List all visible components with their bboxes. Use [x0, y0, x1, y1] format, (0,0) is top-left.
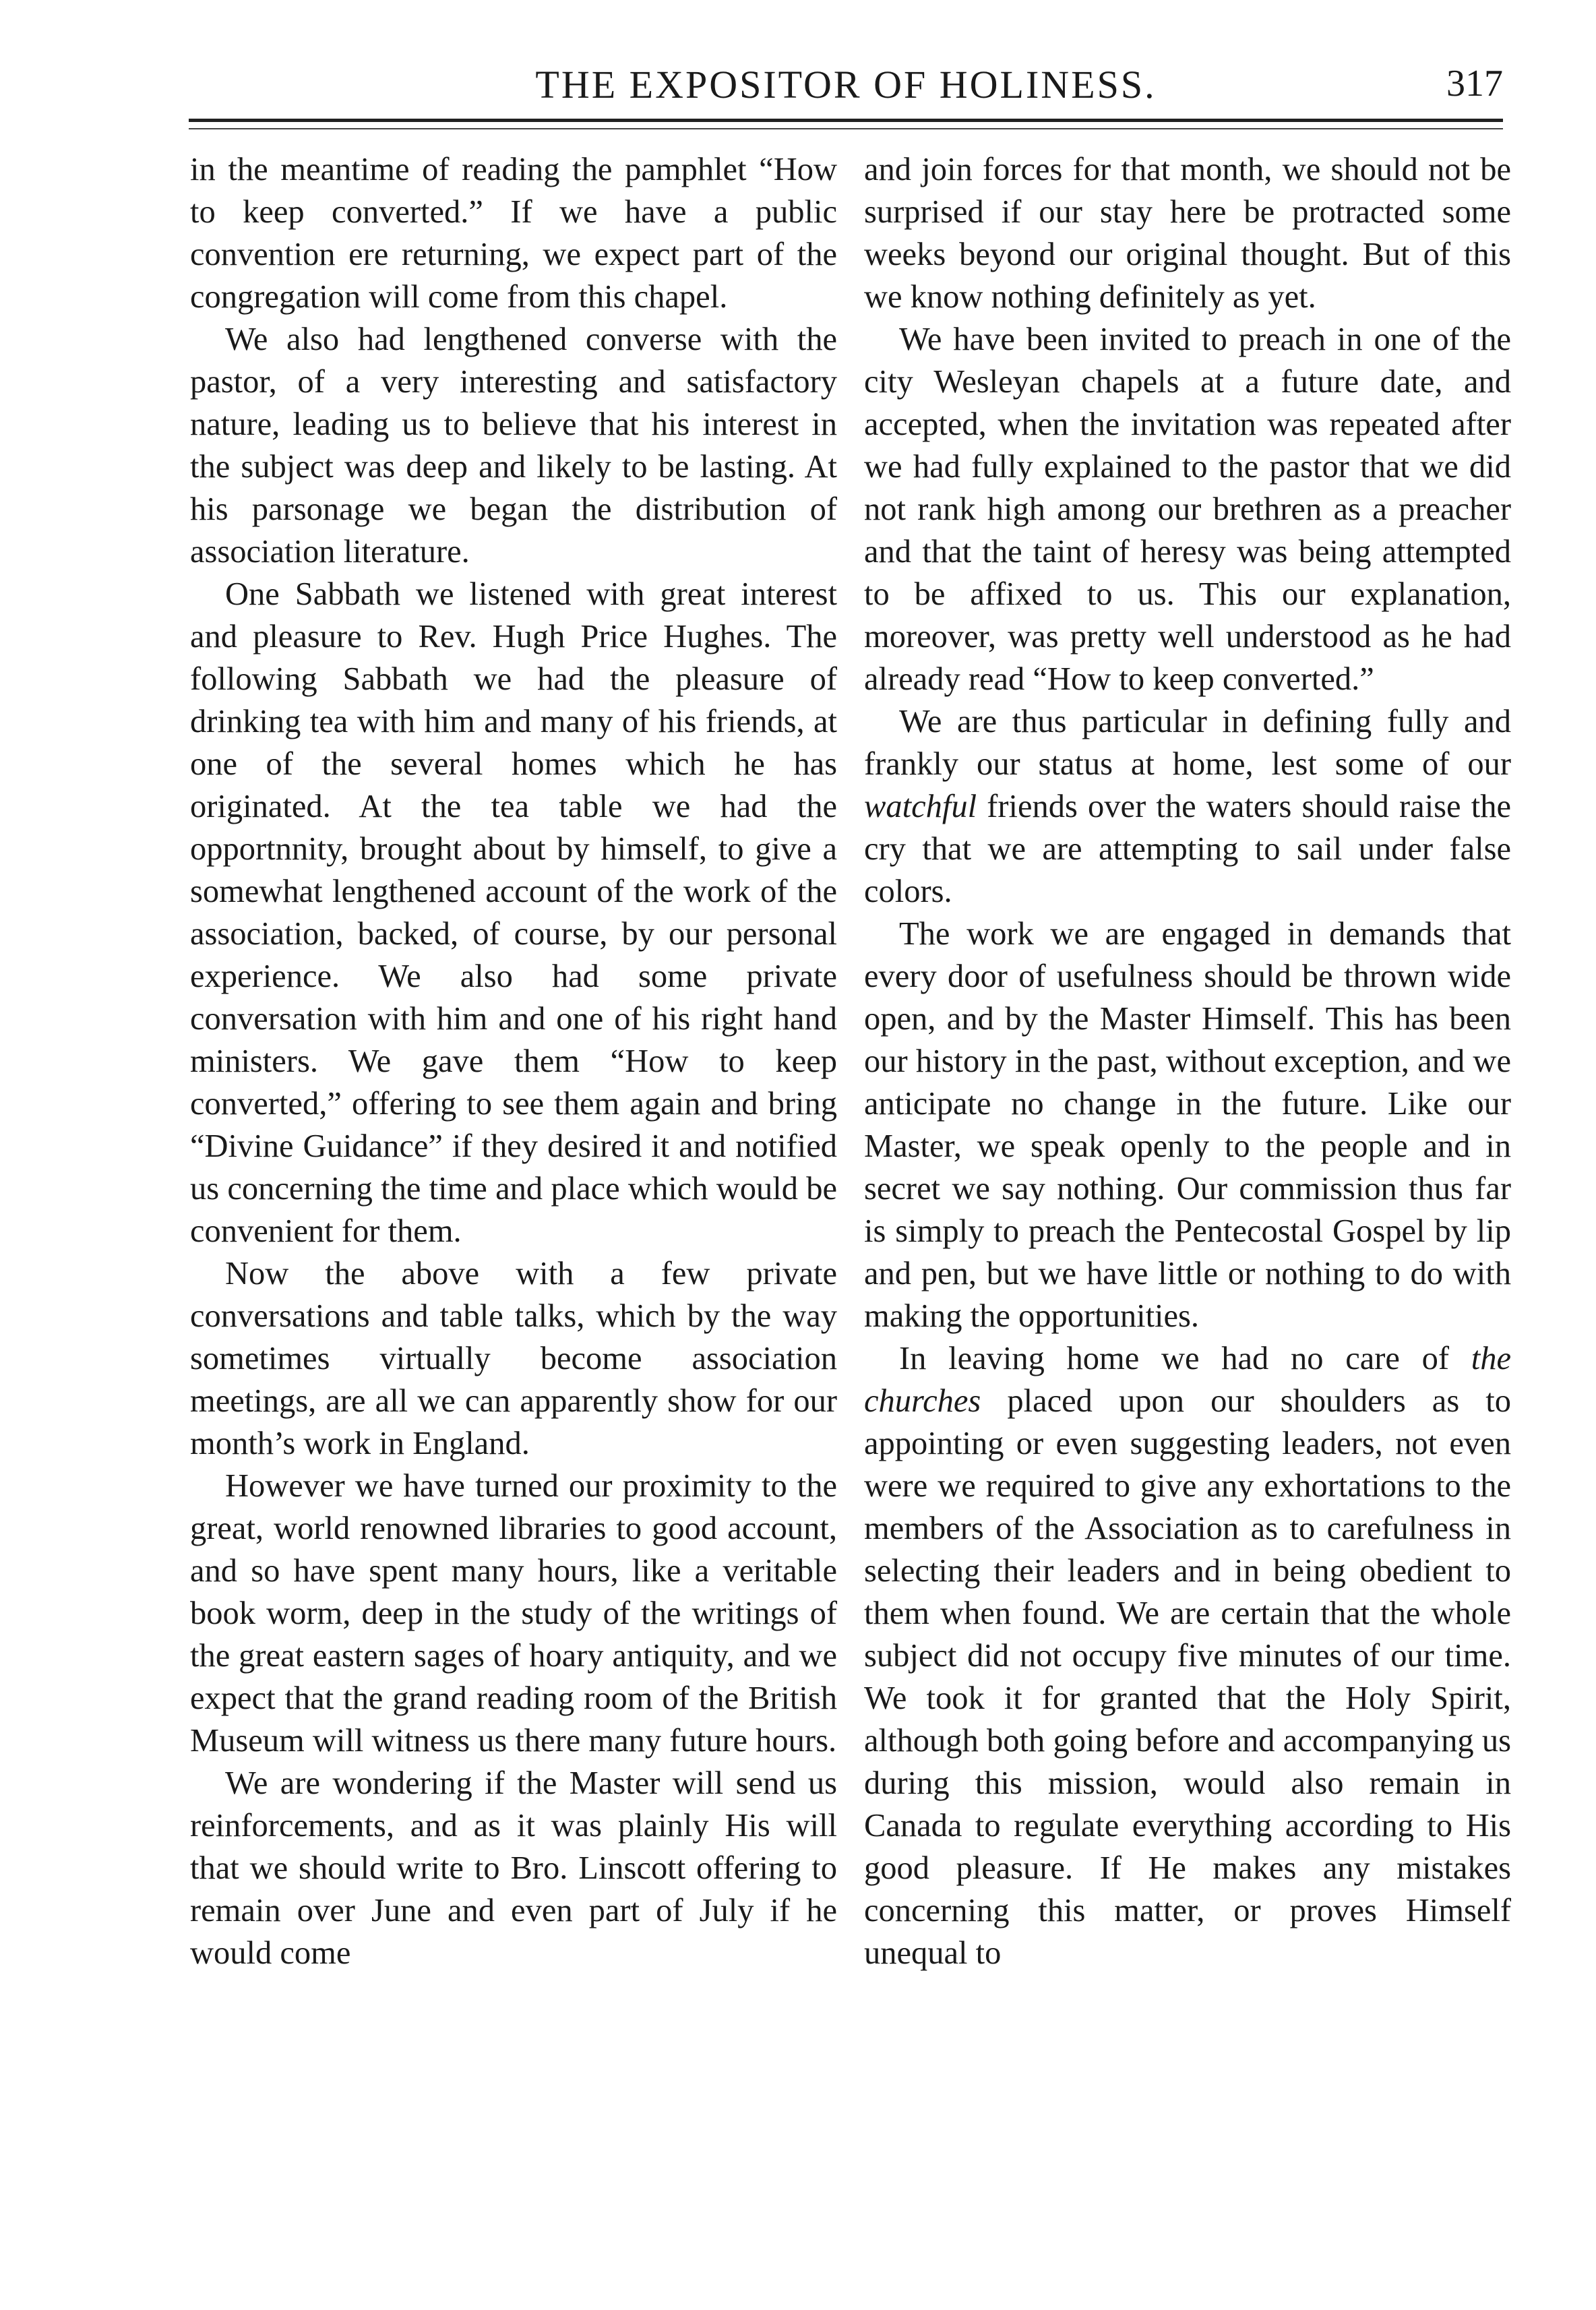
left-column: [190, 148, 837, 1974]
paragraph: One Sabbath we listened with great interest and pleasure to Rev. Hugh Price Hughes. The following Sabbath we had the pleasure of drinking tea with him and many of his friends, at one of the several homes which he has originated. At the tea table we had the opportnnity, brought about by himself, to give a somewhat lengthened account of the work of the association, backed, of course, by our personal experience. We also had some private conversation with him and one of his right hand ministers. We gave them “How to keep converted,” offering to see them again and bring “Divine Guidance” if they desired it and notified us concerning the time and place which would be convenient for them.: [190, 576, 837, 1249]
paragraph: Now the above with a few private conversations and table talks, which by the way sometimes virtually become association meetings, are all we can apparently show for our month’s work in England.: [190, 1256, 837, 1461]
page-number: 317: [1446, 63, 1503, 104]
paragraph: We have been invited to preach in one of the city Wesleyan chapels at a future date, and accepted, when the invitation was repeated after we had fully explained to the pastor that we did not rank high among our brethren as a preacher and that the taint of heresy was being attempted to be affixed to us. This our explanation, moreover, was pretty well understood as he had already read “How to keep converted.”: [864, 322, 1511, 697]
paragraph: and join forces for that month, we should not be surprised if our stay here be protracted some weeks beyond our original thought. But of this we know nothing definitely as yet.: [864, 152, 1511, 315]
text-run: placed upon our shoulders as to appointing or even suggesting leaders, not even were we required to give any exhortations to the members of the Association as to carefulness in selecting their leaders and in being obedient to them when found. We are certain that the whole subject did not occupy five minutes of our time. We took it for granted that the Holy Spirit, although both going before and accompanying us during this mission, would also remain in Canada to regulate everything according to His good pleasure. If He makes any mistakes concerning this matter, or proves Himself unequal to: [864, 1383, 1511, 1971]
header-rule-thick: [189, 119, 1503, 122]
paragraph: [864, 1337, 1511, 1974]
paragraph: in the meantime of reading the pamphlet “How to keep converted.” If we have a public convention ere returning, we expect part of the congregation will come from this chapel.: [190, 152, 837, 315]
paragraph: [864, 700, 1511, 913]
paragraph: We also had lengthened converse with the pastor, of a very interesting and satisfactory nature, leading us to believe that his interest in the subject was deep and likely to be lasting. At his parsonage we began the distribution of association literature.: [190, 322, 837, 570]
running-title: THE EXPOSITOR OF HOLINESS.: [535, 63, 1157, 107]
paragraph: We are wondering if the Master will send us reinforcements, and as it was plainly His will that we should write to Bro. Linscott offering to remain over June and even part of July if he would come: [190, 1765, 837, 1971]
header-rule-thin: [189, 128, 1503, 129]
text-run: In leaving home we had no care of: [899, 1341, 1471, 1376]
paragraph: The work we are engaged in demands that every door of usefulness should be thrown wide open, and by the Master Himself. This has been our history in the past, without exception, and we anticipate no change in the future. Like our Master, we speak openly to the people and in secret we say nothing. Our commission thus far is simply to preach the Pentecostal Gospel by lip and pen, but we have little or nothing to do with making the opportunities.: [864, 916, 1511, 1334]
right-column: [864, 148, 1511, 1974]
paragraph: However we have turned our proximity to the great, world renowned libraries to good account, and so have spent many hours, like a veritable book worm, deep in the study of the writings of the great eastern sages of hoary antiquity, and we expect that the grand reading room of the British Museum will witness us there many future hours.: [190, 1468, 837, 1759]
italic-phrase: the churches: [864, 1341, 1511, 1419]
italic-word: watchful: [864, 789, 977, 824]
text-run: friends over the waters should raise the cry that we are attempting to sail under false colors.: [864, 789, 1511, 909]
page-header: [189, 62, 1503, 116]
text-run: We are thus particular in defining fully and frankly our status at home, lest some of our: [864, 704, 1511, 782]
